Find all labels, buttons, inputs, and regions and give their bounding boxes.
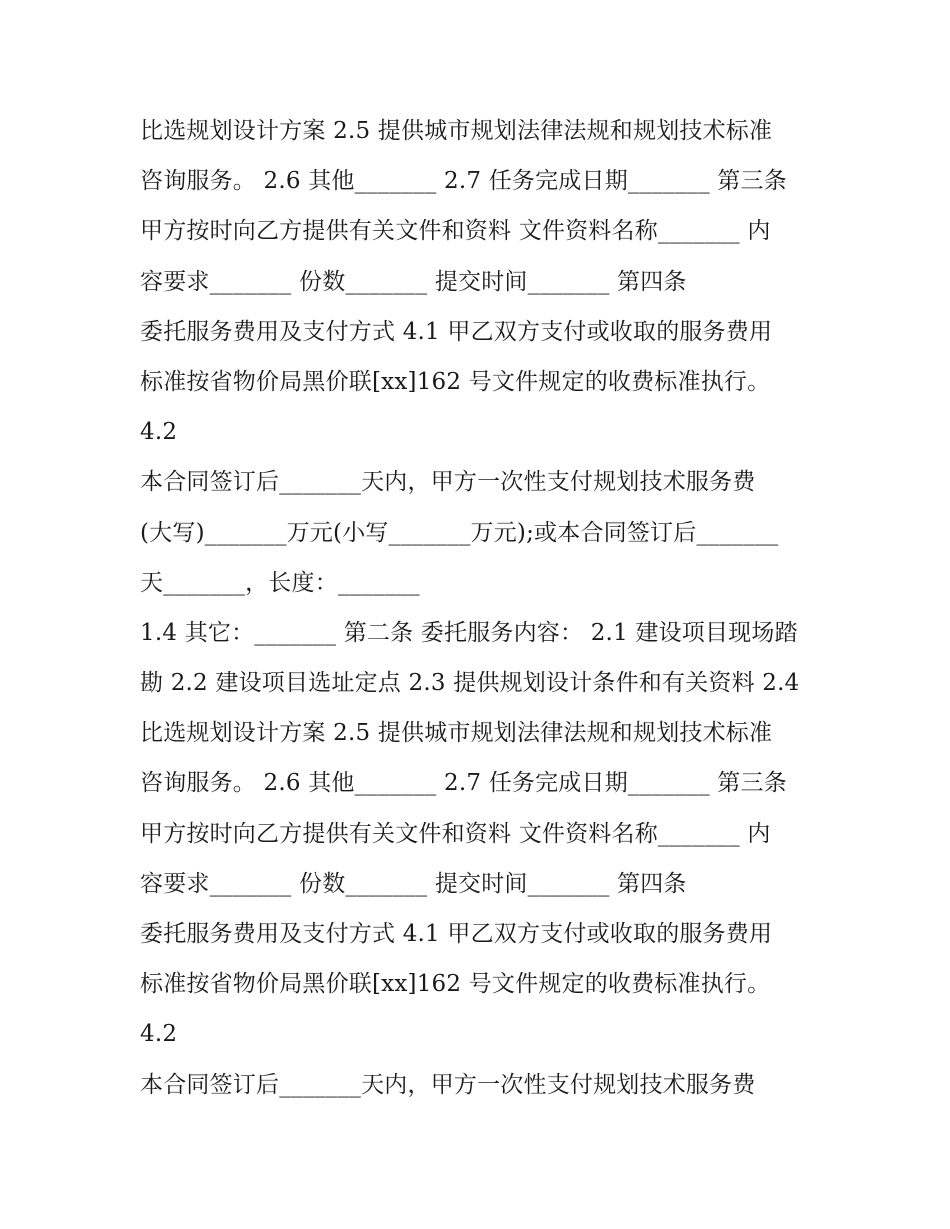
text-line: 本合同签订后_______天内，甲方一次性支付规划技术服务费: [140, 1071, 756, 1098]
text-line: 咨询服务。 2.6 其他_______ 2.7 任务完成日期_______ 第三条: [140, 770, 787, 797]
text-line: 本合同签订后_______天内，甲方一次性支付规划技术服务费: [140, 469, 756, 496]
document-body: [140, 106, 820, 1110]
text-line: (大写)_______万元(小写_______万元);或本合同签订后_______: [140, 519, 779, 546]
text-line: 委托服务费用及支付方式 4.1 甲乙双方支付或收取的服务费用: [140, 318, 773, 345]
text-line: 勘 2.2 建设项目选址定点 2.3 提供规划设计条件和有关资料 2.4: [140, 670, 800, 697]
text-line: 比选规划设计方案 2.5 提供城市规划法律法规和规划技术标准: [140, 118, 773, 144]
text-line: 比选规划设计方案 2.5 提供城市规划法律法规和规划技术标准: [140, 720, 773, 747]
text-line: 容要求_______ 份数_______ 提交时间_______ 第四条: [140, 268, 687, 295]
text-line: 天_______，长度：_______: [140, 569, 420, 596]
text-line: 4.2: [140, 419, 178, 446]
text-line: 甲方按时向乙方提供有关文件和资料 文件资料名称_______ 内: [140, 218, 771, 245]
text-line: 容要求_______ 份数_______ 提交时间_______ 第四条: [140, 870, 687, 897]
text-line: 咨询服务。 2.6 其他_______ 2.7 任务完成日期_______ 第三条: [140, 168, 787, 195]
text-line: 1.4 其它：_______ 第二条 委托服务内容： 2.1 建设项目现场踏: [140, 619, 798, 646]
text-line: 委托服务费用及支付方式 4.1 甲乙双方支付或收取的服务费用: [140, 921, 773, 947]
text-line: 标准按省物价局黑价联[xx]162 号文件规定的收费标准执行。: [140, 971, 771, 998]
text-line: 甲方按时向乙方提供有关文件和资料 文件资料名称_______ 内: [140, 820, 771, 847]
text-line: 4.2: [140, 1021, 178, 1048]
text-line: 标准按省物价局黑价联[xx]162 号文件规定的收费标准执行。: [140, 368, 771, 395]
